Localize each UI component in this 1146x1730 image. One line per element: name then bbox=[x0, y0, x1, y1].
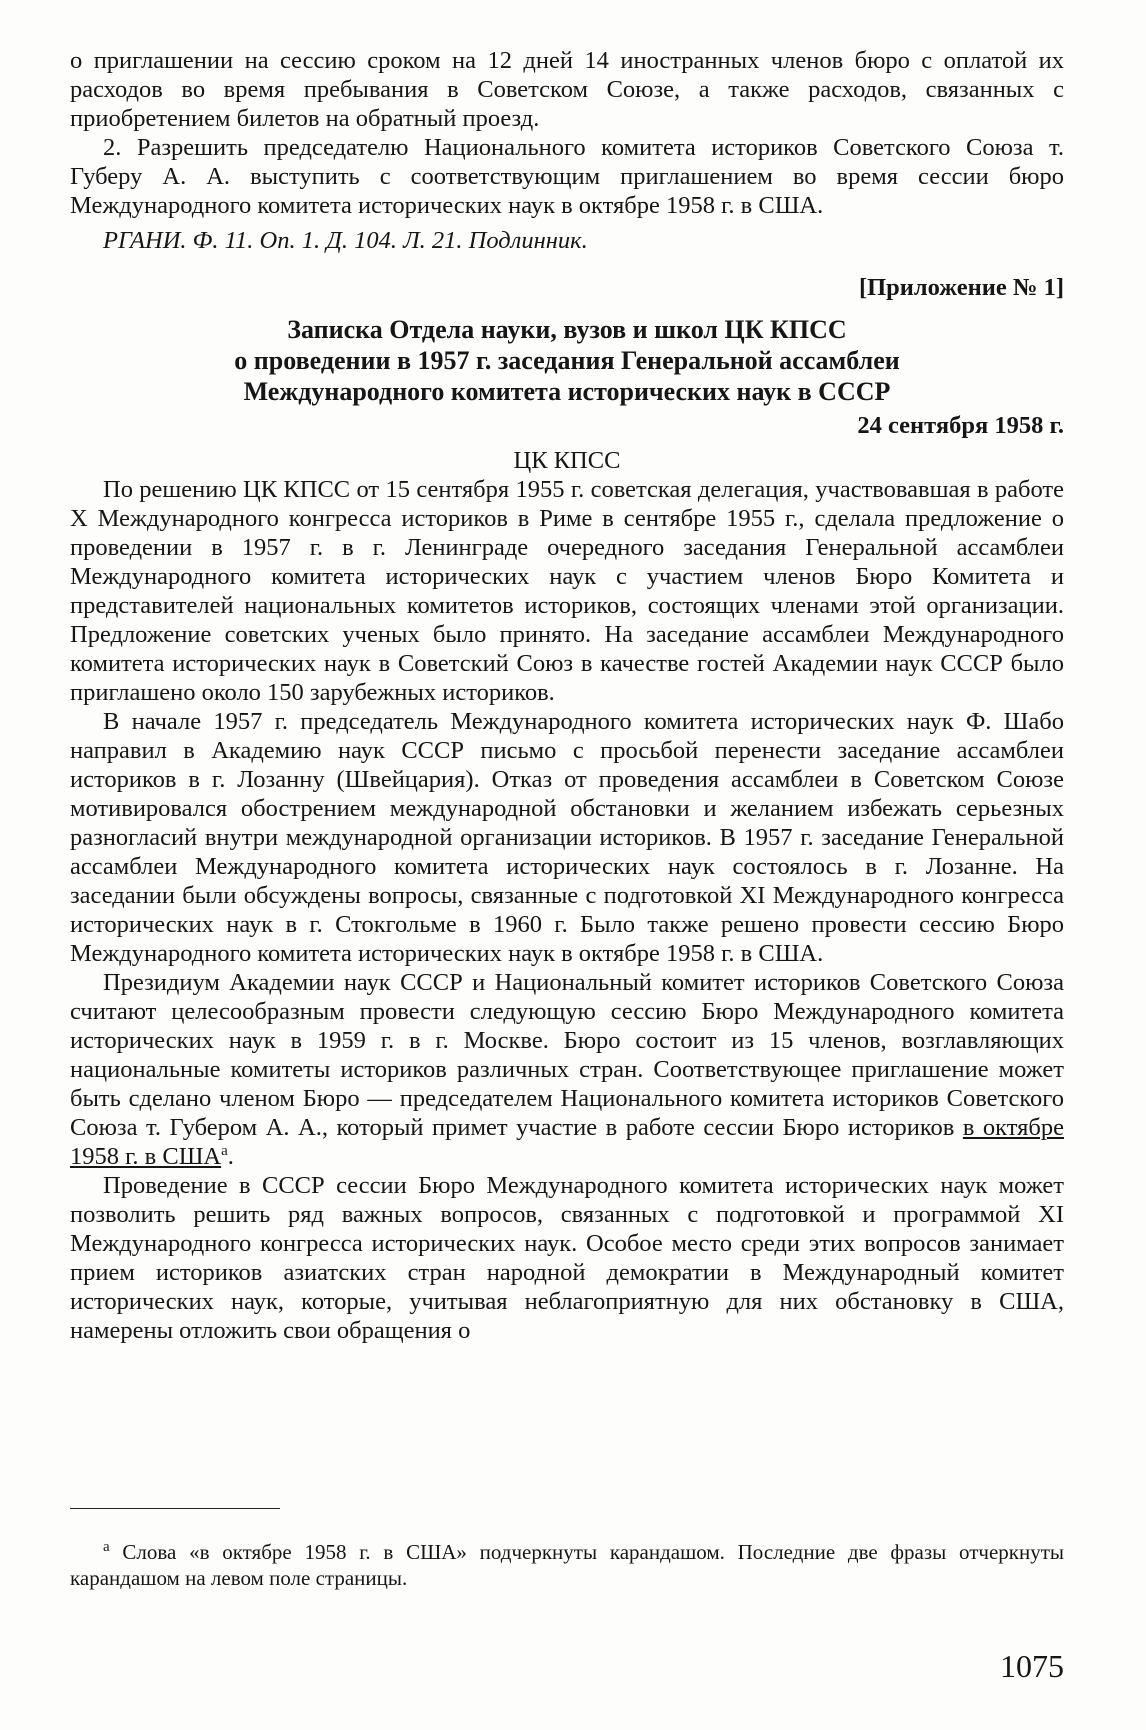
appendix-label: [Приложение № 1] bbox=[858, 274, 1064, 301]
footnote-marker: а bbox=[103, 1539, 110, 1555]
title-line: Международного комитета исторических наук в СССР bbox=[243, 377, 891, 406]
paragraph-3-text: Президиум Академии наук СССР и Национальный комитет историков Советского Союза считают целесообразным провести следующую сессию Бюро Международного комитета исторических наук в 1959 г. в г. Москве. Бюро состоит из 15 членов, возглавляющих национальные комитеты историков различных стран. Соответствующее приглашение может быть сделано членом Бюро — председателем Национального комитета историков Советского Союза т. Губером А. А., который примет участие в работе сессии Бюро историков bbox=[70, 969, 1064, 1141]
continuation-paragraph: о приглашении на сессию сроком на 12 дней 14 иностранных членов бюро с оплатой их расходов во время пребывания в Советском Союзе, а также расходов, связанных с приобретением билетов на обратный проезд. bbox=[70, 47, 1064, 132]
title-line: о проведении в 1957 г. заседания Генеральной ассамблеи bbox=[234, 346, 900, 375]
title-line: Записка Отдела науки, вузов и школ ЦК КПСС bbox=[287, 315, 847, 344]
decision-point-2: 2. Разрешить председателю Национального комитета историков Советского Союза т. Губеру А. А. выступить с соответствующим приглашением во время сессии бюро Международного комитета исторических наук в октябре 1958 г. в США. bbox=[70, 134, 1064, 219]
page-number: 1075 bbox=[1000, 1648, 1064, 1684]
footnote bbox=[70, 1539, 1064, 1591]
main-text-block bbox=[70, 46, 1064, 1345]
body-paragraph-4: Проведение в СССР сессии Бюро Международного комитета исторических наук может позволить решить ряд важных вопросов, связанных с подготовкой и программой XI Международного конгресса исторических наук. Особое место среди этих вопросов занимает прием историков азиатских стран народной демократии в Международный комитет исторических наук, которые, учитывая неблагоприятную для них обстановку в США, намерены отложить свои обращения о bbox=[70, 1172, 1064, 1344]
body-paragraph-1: По решению ЦК КПСС от 15 сентября 1955 г. советская делегация, участвовавшая в работе X Международного конгресса историков в Риме в сентябре 1955 г., сделала предложение о проведении в 1957 г. в г. Ленинграде очередного заседания Генеральной ассамблеи Международного комитета исторических наук с участием членов Бюро Комитета и представителей национальных комитетов историков, состоящих членами этой организации. Предложение советских ученых было принято. На заседание ассамблеи Международного комитета исторических наук в Советский Союз в качестве гостей Академии наук СССР было приглашено около 150 зарубежных историков. bbox=[70, 476, 1064, 706]
footnote-text: Слова «в октябре 1958 г. в США» подчеркнуты карандашом. Последние две фразы отчеркнуты карандашом на левом поле страницы. bbox=[70, 1540, 1064, 1590]
body-paragraph-2: В начале 1957 г. председатель Международного комитета исторических наук Ф. Шабо направил в Академию наук СССР письмо с просьбой перенести заседание ассамблеи историков в г. Лозанну (Швейцария). Отказ от проведения ассамблеи в Советском Союзе мотивировался обострением международной обстановки и желанием избежать серьезных разногласий внутри международной организации историков. В 1957 г. заседание Генеральной ассамблеи Международного комитета исторических наук состоялось в г. Лозанне. На заседании были обсуждены вопросы, связанные с подготовкой XI Международного конгресса исторических наук в г. Стокгольме в 1960 г. Было также решено провести сессию Бюро Международного комитета исторических наук в октябре 1958 г. в США. bbox=[70, 708, 1064, 967]
body-paragraph-3 bbox=[70, 968, 1064, 1171]
document-title bbox=[70, 314, 1064, 407]
archival-source-citation: РГАНИ. Ф. 11. Оп. 1. Д. 104. Л. 21. Подлинник. bbox=[103, 227, 588, 254]
recipient-heading: ЦК КПСС bbox=[513, 447, 621, 474]
pencil-underlined-phrase: в октябре 1958 г. в США bbox=[70, 1114, 1064, 1170]
document-date: 24 сентября 1958 г. bbox=[857, 412, 1064, 439]
footnote-divider bbox=[70, 1508, 280, 1509]
paragraph-3-end: . bbox=[227, 1143, 234, 1170]
footnote-reference: а bbox=[221, 1142, 228, 1159]
